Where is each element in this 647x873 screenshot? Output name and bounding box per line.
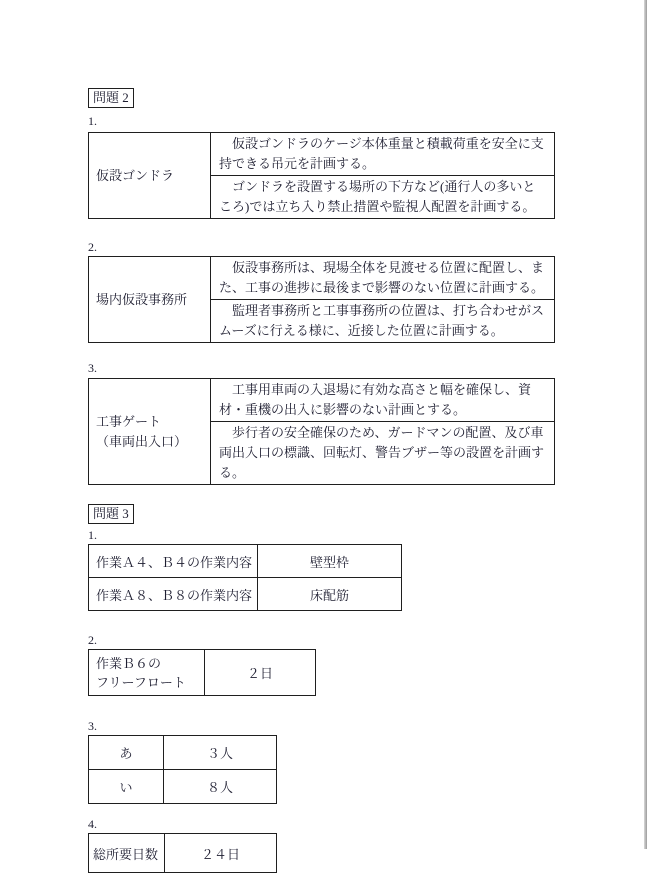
- q2-item2-answer1: [211, 257, 555, 300]
- q2-item3-answer1-text: 工事用車両の入退場に有効な高さと幅を確保し、資材・重機の出入に影響のない計画とする。: [219, 382, 532, 417]
- q3-item1-number: 1.: [88, 528, 97, 542]
- q2-item3-label-line1: 工事ゲート: [96, 413, 162, 429]
- q3-item2-label-line1: 作業Ｂ６の: [96, 655, 162, 671]
- q3-item4-value: ２４日: [165, 834, 277, 873]
- q3-item1-row1-label: 作業Ａ４、Ｂ４の作業内容: [89, 545, 258, 578]
- q2-item2-number: 2.: [88, 240, 97, 254]
- q2-item1-answer2-text: ゴンドラを設置する場所の下方など(通行人の多いところ)では立ち入り禁止措置や監視人配置を計画する。: [219, 179, 536, 214]
- q3-item2-table: [88, 649, 316, 696]
- q3-item4-number: 4.: [88, 817, 97, 831]
- q2-item1-answer1-text: 仮設ゴンドラのケージ本体重量と積載荷重を安全に支持できる吊元を計画する。: [219, 136, 544, 171]
- q3-item2-label: [89, 650, 205, 696]
- q3-item3-row2-value: ８人: [164, 770, 277, 804]
- q3-item4-label: 総所要日数: [89, 834, 165, 873]
- q2-item3-table: [88, 378, 555, 485]
- q2-item2-label: 場内仮設事務所: [89, 257, 211, 343]
- q3-item1-row2-label: 作業Ａ８、Ｂ８の作業内容: [89, 578, 258, 611]
- q2-item3-answer2: [211, 422, 555, 485]
- q2-item2-answer2: [211, 300, 555, 343]
- q2-item1-number: 1.: [88, 114, 97, 128]
- q3-item1-row1-value: 壁型枠: [258, 545, 402, 578]
- q3-item3-row2-label: い: [89, 770, 164, 804]
- q2-item3-answer1: [211, 379, 555, 422]
- q3-item2-value: ２日: [205, 650, 316, 696]
- q3-item3-table: [88, 735, 277, 804]
- question2-title: 問題 2: [88, 88, 134, 108]
- document-content: [88, 88, 558, 873]
- q2-item3-label: [89, 379, 211, 485]
- q2-item1-answer1: [211, 133, 555, 176]
- q2-item2-table: [88, 256, 555, 343]
- q2-item3-answer2-text: 歩行者の安全確保のため、ガードマンの配置、及び車両出入口の標識、回転灯、警告ブザー等の設置を計画する。: [219, 425, 545, 480]
- q2-item1-label: 仮設ゴンドラ: [89, 133, 211, 219]
- q2-item3-label-line2: （車両出入口）: [96, 433, 188, 449]
- question3-title: 問題 3: [88, 504, 134, 524]
- q3-item2-label-line2: フリーフロート: [96, 674, 186, 690]
- q2-item2-answer1-text: 仮設事務所は、現場全体を見渡せる位置に配置し、また、工事の進捗に最後まで影響のない位置に計画する。: [219, 260, 545, 295]
- q2-item1-answer2: [211, 176, 555, 219]
- q3-item1-table: [88, 544, 402, 611]
- q3-item2-number: 2.: [88, 633, 97, 647]
- q2-item3-number: 3.: [88, 361, 97, 375]
- q3-item3-row1-value: ３人: [164, 736, 277, 770]
- q2-item2-answer2-text: 監理者事務所と工事事務所の位置は、打ち合わせがスムーズに行える様に、近接した位置に計画する。: [219, 303, 545, 338]
- q3-item1-row2-value: 床配筋: [258, 578, 402, 611]
- q3-item4-table: [88, 833, 277, 873]
- q2-item1-table: [88, 132, 555, 219]
- q3-item3-number: 3.: [88, 719, 97, 733]
- q3-item3-row1-label: あ: [89, 736, 164, 770]
